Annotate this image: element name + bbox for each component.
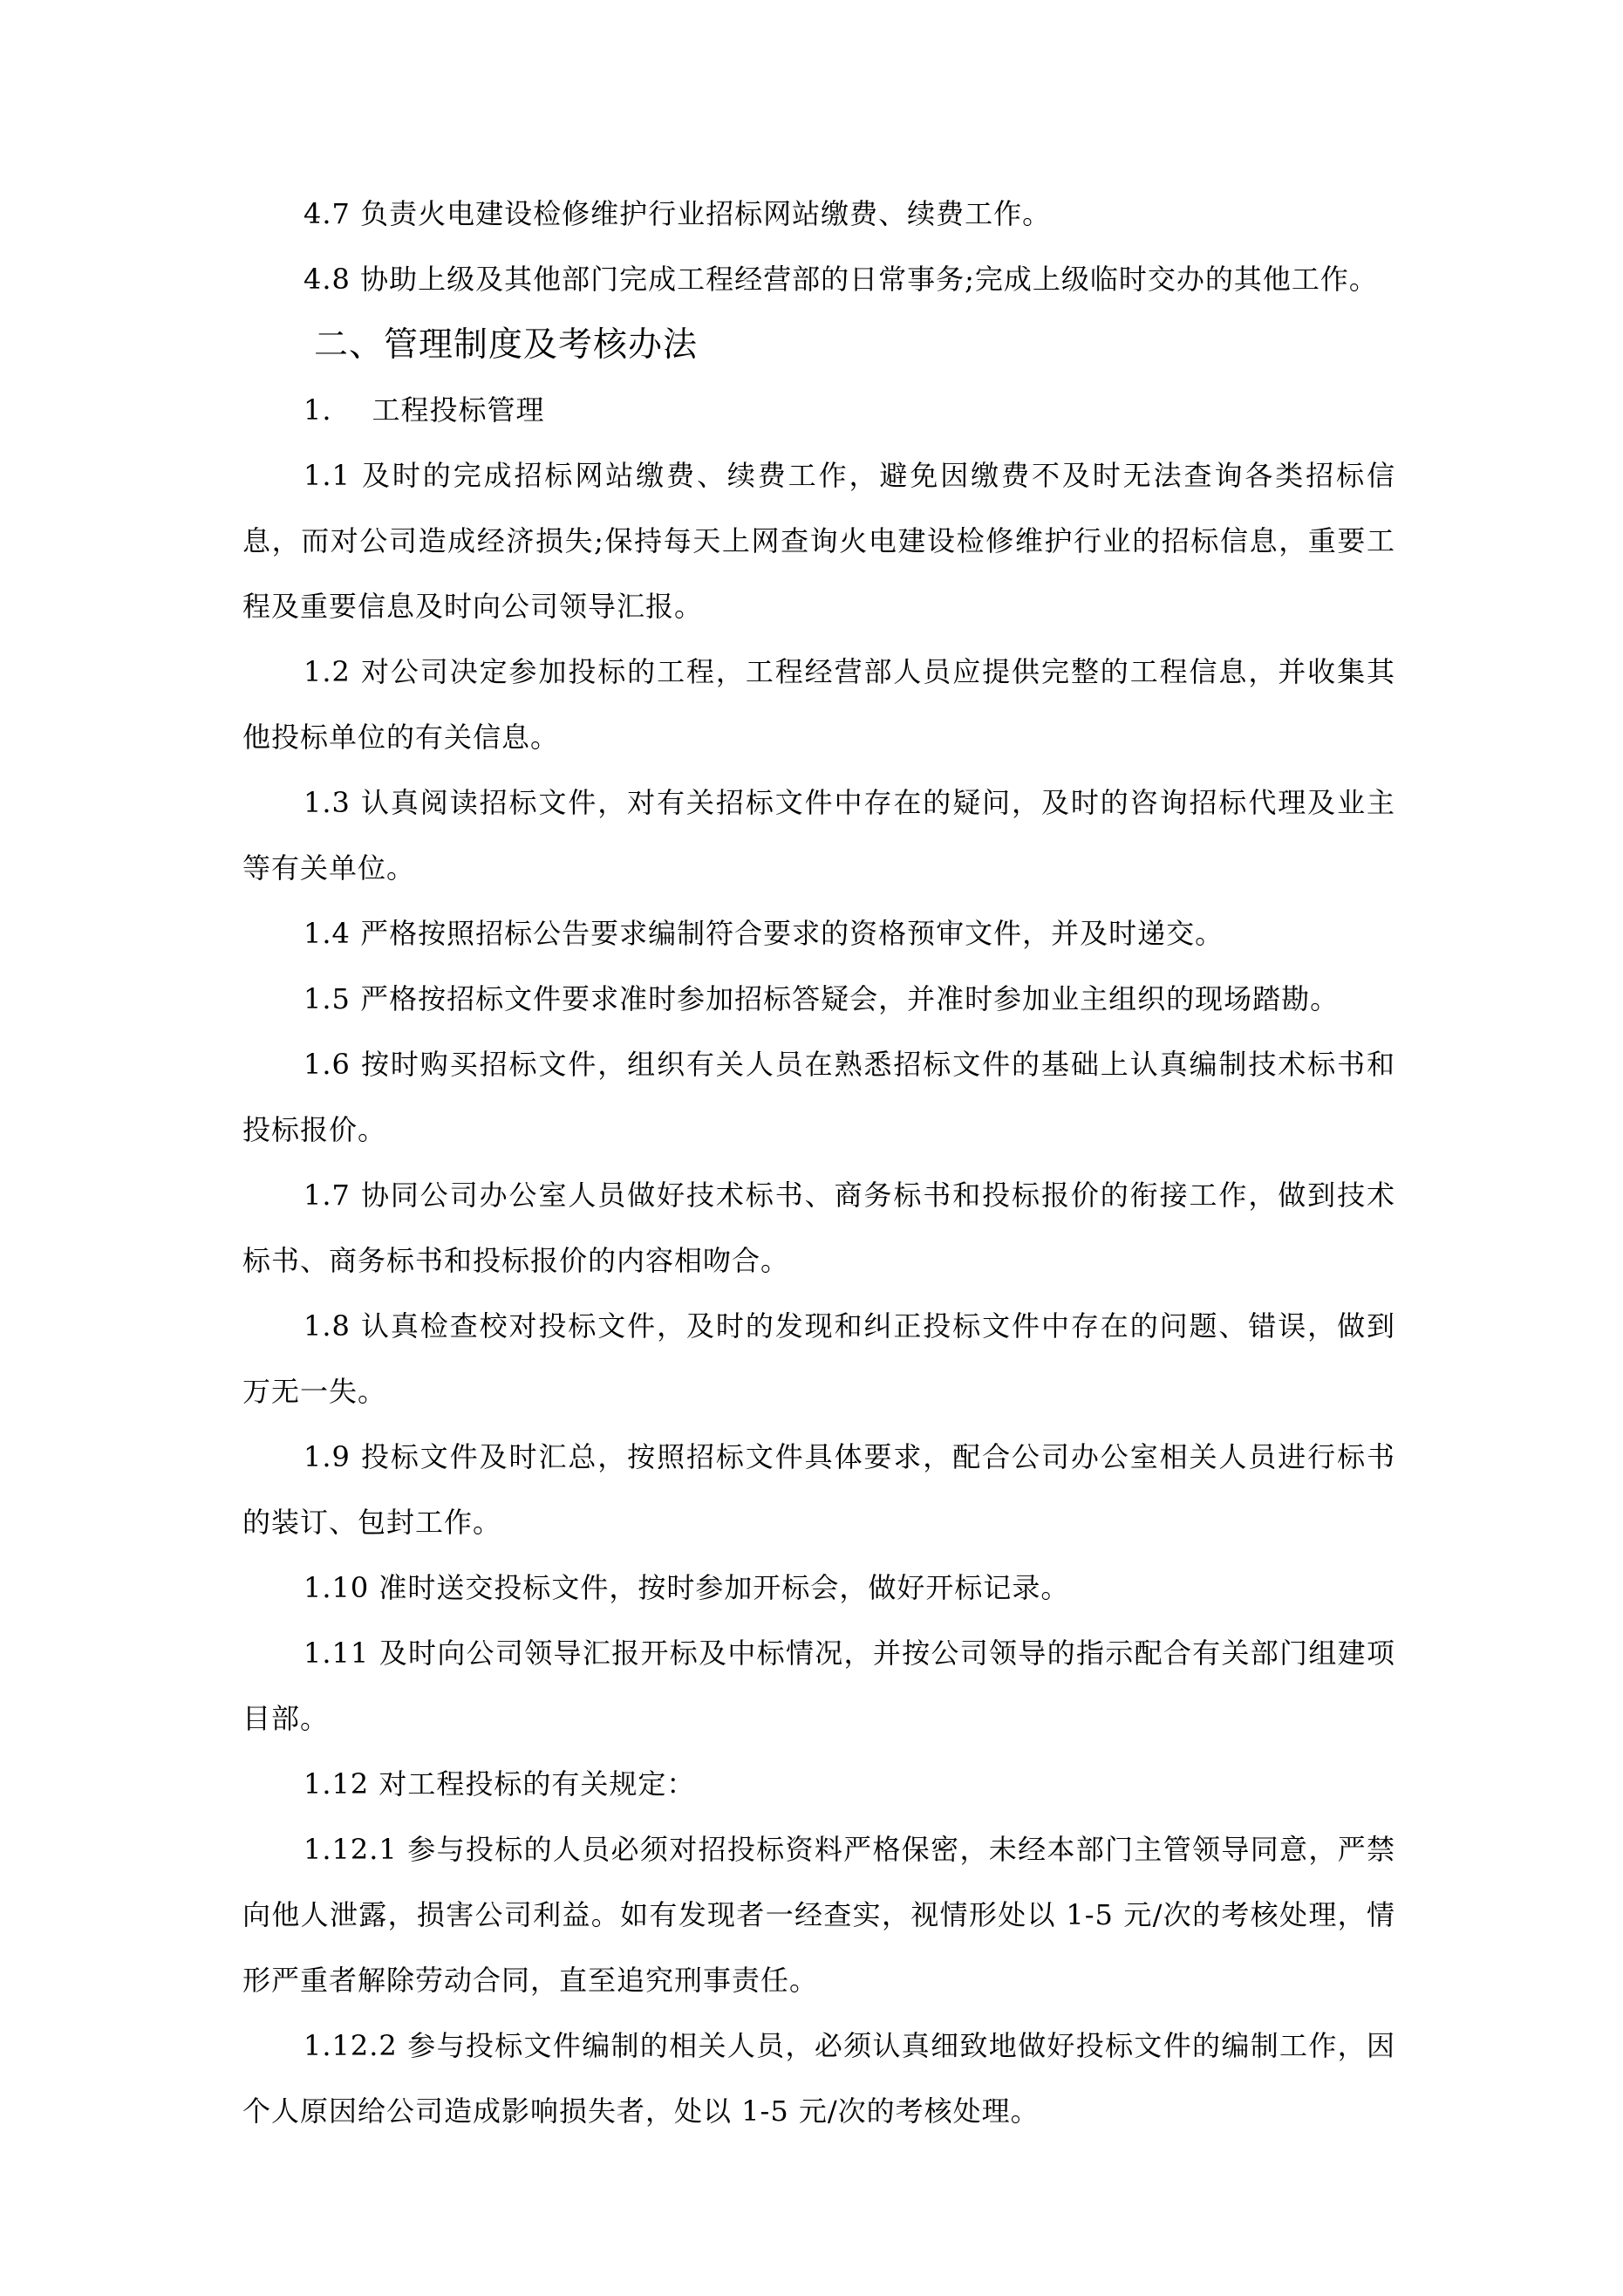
paragraph-1-1: 1.1 及时的完成招标网站缴费、续费工作，避免因缴费不及时无法查询各类招标信息，而对公司造成经济损失;保持每天上网查询火电建设检修维护行业的招标信息，重要工程及重要信息及时向公司领导汇报。	[242, 459, 1395, 623]
paragraph-1-11: 1.11 及时向公司领导汇报开标及中标情况，并按公司领导的指示配合有关部门组建项目部。	[242, 1637, 1395, 1735]
subsection-title-text: 工程投标管理	[372, 393, 545, 427]
paragraph-1-12: 1.12 对工程投标的有关规定：	[303, 1767, 696, 1801]
paragraph-1-8: 1.8 认真检查校对投标文件，及时的发现和纠正投标文件中存在的问题、错误，做到万无一失。	[242, 1309, 1395, 1408]
paragraph-1-6: 1.6 按时购买招标文件，组织有关人员在熟悉招标文件的基础上认真编制技术标书和投标报价。	[242, 1048, 1395, 1146]
paragraph-1-12-1: 1.12.1 参与投标的人员必须对招投标资料严格保密，未经本部门主管领导同意，严禁向他人泄露，损害公司利益。如有发现者一经查实，视情形处以 1-5 元/次的考核处理，情形严重者解除劳动合同，直至追究刑事责任。	[242, 1833, 1395, 1997]
subsection-number: 1.	[303, 393, 332, 427]
paragraph-1-5: 1.5 严格按招标文件要求准时参加招标答疑会，并准时参加业主组织的现场踏勘。	[303, 982, 1340, 1015]
paragraph-1-7: 1.7 协同公司办公室人员做好技术标书、商务标书和投标报价的衔接工作，做到技术标书、商务标书和投标报价的内容相吻合。	[242, 1179, 1395, 1277]
paragraph-4-8: 4.8 协助上级及其他部门完成工程经营部的日常事务;完成上级临时交办的其他工作。	[303, 263, 1378, 296]
paragraph-1-12-2: 1.12.2 参与投标文件编制的相关人员，必须认真细致地做好投标文件的编制工作，因个人原因给公司造成影响损失者，处以 1-5 元/次的考核处理。	[242, 2029, 1395, 2128]
paragraph-1-9: 1.9 投标文件及时汇总，按照招标文件具体要求，配合公司办公室相关人员进行标书的装订、包封工作。	[242, 1440, 1395, 1539]
paragraph-1-10: 1.10 准时送交投标文件，按时参加开标会，做好开标记录。	[303, 1571, 1070, 1604]
paragraph-1-3: 1.3 认真阅读招标文件，对有关招标文件中存在的疑问，及时的咨询招标代理及业主等有关单位。	[242, 786, 1395, 885]
section-heading: 二、管理制度及考核办法	[314, 325, 699, 365]
document-body	[242, 181, 1395, 2144]
paragraph-4-7: 4.7 负责火电建设检修维护行业招标网站缴费、续费工作。	[303, 197, 1052, 230]
paragraph-1-4: 1.4 严格按照招标公告要求编制符合要求的资格预审文件，并及时递交。	[303, 917, 1224, 950]
paragraph-1-2: 1.2 对公司决定参加投标的工程，工程经营部人员应提供完整的工程信息，并收集其他投标单位的有关信息。	[242, 655, 1395, 754]
subsection-title	[242, 378, 1395, 443]
